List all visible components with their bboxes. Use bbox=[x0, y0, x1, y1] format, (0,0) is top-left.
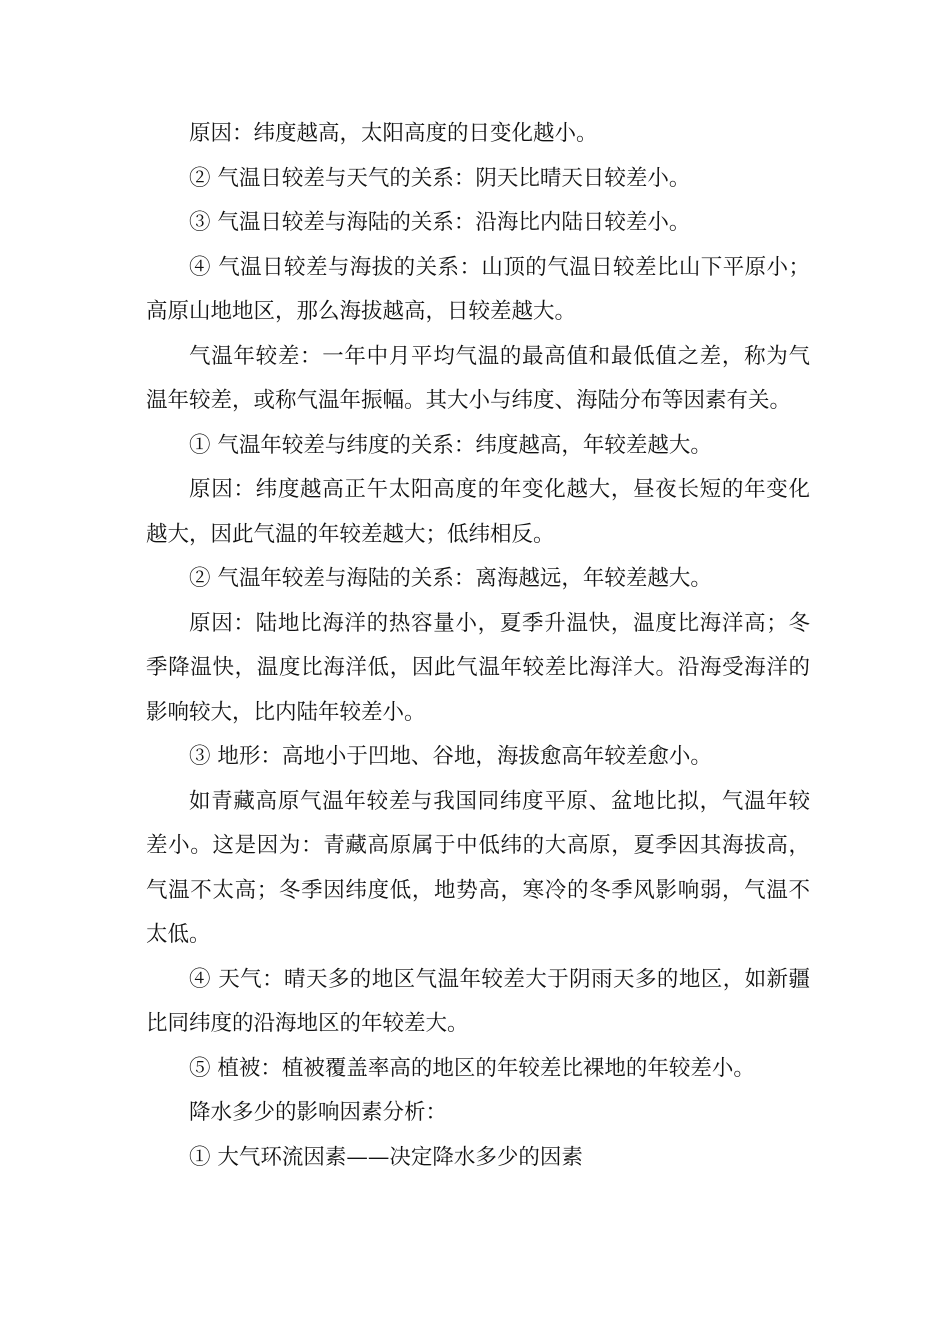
paragraph: ② 气温日较差与天气的关系：阴天比晴天日较差小。 bbox=[189, 165, 691, 191]
paragraph: ④ 天气：晴天多的地区气温年较差大于阴雨天多的地区，如新疆比同纬度的沿海地区的年较差大。 bbox=[146, 966, 810, 1036]
paragraph: 降水多少的影响因素分析： bbox=[189, 1100, 448, 1125]
paragraph: ③ 地形：高地小于凹地、谷地，海拔愈高年较差愈小。 bbox=[189, 744, 712, 769]
paragraph: ① 气温年较差与纬度的关系：纬度越高，年较差越大。 bbox=[189, 432, 712, 458]
paragraph: 原因：纬度越高正午太阳高度的年变化越大，昼夜长短的年变化越大，因此气温的年较差越大；低纬相反。 bbox=[146, 477, 810, 547]
paragraph: ③ 气温日较差与海陆的关系：沿海比内陆日较差小。 bbox=[189, 210, 691, 235]
document-body bbox=[146, 112, 810, 1180]
paragraph: ② 气温年较差与海陆的关系：离海越远，年较差越大。 bbox=[189, 566, 712, 591]
paragraph: 如青藏高原气温年较差与我国同纬度平原、盆地比拟，气温年较差小。这是因为：青藏高原属于中低纬的大高原，夏季因其海拔高，气温不太高；冬季因纬度低，地势高，寒冷的冬季风影响弱，气温不太低。 bbox=[146, 788, 810, 947]
paragraph: ④ 气温日较差与海拔的关系：山顶的气温日较差比山下平原小；高原山地地区，那么海拔越高，日较差越大。 bbox=[146, 254, 810, 324]
paragraph: ⑤ 植被：植被覆盖率高的地区的年较差比裸地的年较差小。 bbox=[189, 1055, 755, 1081]
paragraph: 原因：陆地比海洋的热容量小，夏季升温快，温度比海洋高；冬季降温快，温度比海洋低，因此气温年较差比海洋大。沿海受海洋的影响较大，比内陆年较差小。 bbox=[146, 610, 810, 725]
paragraph: 气温年较差：一年中月平均气温的最高值和最低值之差，称为气温年较差，或称气温年振幅。其大小与纬度、海陆分布等因素有关。 bbox=[146, 343, 810, 413]
paragraph: ① 大气环流因素——决定降水多少的因素 bbox=[189, 1144, 583, 1170]
paragraph: 原因：纬度越高，太阳高度的日变化越小。 bbox=[189, 121, 598, 146]
